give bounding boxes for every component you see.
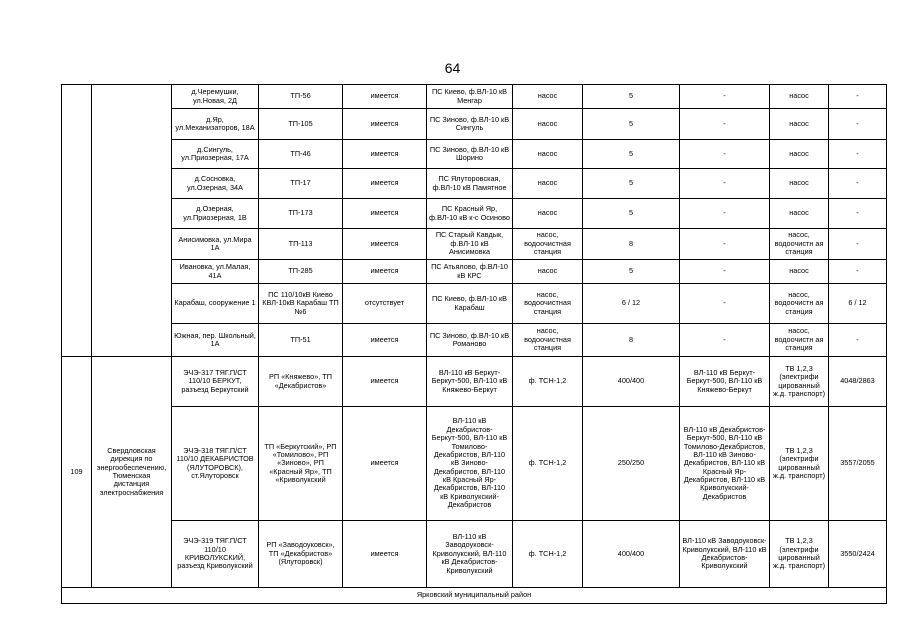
availability-cell: имеется — [343, 85, 427, 109]
reserve-consumer-cell: ТВ 1,2,3 (электрифи цированный ж.д. транспорт) — [770, 521, 829, 588]
table-row — [62, 357, 887, 407]
location-cell: д.Сингуль, ул.Приозерная, 17А — [172, 140, 259, 169]
availability-cell: имеется — [343, 324, 427, 357]
availability-cell: имеется — [343, 199, 427, 229]
power-cell: 8 — [583, 324, 680, 357]
reserve-consumer-cell: насос — [770, 140, 829, 169]
table-row — [62, 169, 887, 199]
availability-cell: отсутствует — [343, 284, 427, 324]
purpose-cell: насос — [513, 109, 583, 140]
purpose-cell: насос — [513, 169, 583, 199]
substation-cell: ТП-51 — [259, 324, 343, 357]
table-row — [62, 199, 887, 229]
substation-cell: ТП-113 — [259, 229, 343, 260]
reserve-source-cell: - — [680, 109, 770, 140]
location-cell: Анисимовка, ул.Мира 1А — [172, 229, 259, 260]
power-cell: 5 — [583, 140, 680, 169]
reserve-power-cell: 4048/2863 — [829, 357, 887, 407]
purpose-cell: ф. ТСН-1,2 — [513, 407, 583, 521]
reserve-power-cell: - — [829, 140, 887, 169]
availability-cell: имеется — [343, 357, 427, 407]
power-cell: 5 — [583, 169, 680, 199]
purpose-cell: ф. ТСН-1,2 — [513, 357, 583, 407]
data-table — [61, 84, 887, 604]
location-cell: Южная, пер. Школьный, 1А — [172, 324, 259, 357]
feeder-cell: ПС Красный Яр, ф.ВЛ-10 кВ к-с Осиново — [427, 199, 513, 229]
feeder-cell: ПС Киево, ф.ВЛ-10 кВ Менгар — [427, 85, 513, 109]
reserve-source-cell: ВЛ-110 кВ Заводоуковск-Криволукский, ВЛ-110 кВ Декабристов-Криволукский — [680, 521, 770, 588]
power-cell: 5 — [583, 109, 680, 140]
table-row — [62, 284, 887, 324]
reserve-source-cell: - — [680, 284, 770, 324]
substation-cell: ТП-56 — [259, 85, 343, 109]
availability-cell: имеется — [343, 169, 427, 199]
location-cell: д.Сосновка, ул.Озерная, 34А — [172, 169, 259, 199]
location-cell: ЭЧЭ-319 ТЯГ.П/СТ 110/10 КРИВОЛУКСКИЙ, разъезд Криволукский — [172, 521, 259, 588]
feeder-cell: ВЛ-110 кВ Беркут-Беркут-500, ВЛ-110 кВ Княжево-Беркут — [427, 357, 513, 407]
feeder-cell: ПС Зиново, ф.ВЛ-10 кВ Романово — [427, 324, 513, 357]
purpose-cell: насос, водоочистная станция — [513, 229, 583, 260]
reserve-source-cell: ВЛ-110 кВ Декабристов-Беркут-500, ВЛ-110 кВ Томилово-Декабристов, ВЛ-110 кВ Зиново-Декабристов, ВЛ-110 кВ Красный Яр-Декабристов, ВЛ-110 кВ Криволукский-Декабристов — [680, 407, 770, 521]
reserve-power-cell: 3557/2055 — [829, 407, 887, 521]
location-cell: ЭЧЭ-318 ТЯГ.П/СТ 110/10 ДЕКАБРИСТОВ (ЯЛУТОРОВСК), ст.Ялуторовск — [172, 407, 259, 521]
feeder-cell: ПС Атьялово, ф.ВЛ-10 кВ КРС — [427, 260, 513, 284]
section-row — [62, 588, 887, 604]
power-cell: 8 — [583, 229, 680, 260]
reserve-power-cell: - — [829, 229, 887, 260]
reserve-consumer-cell: насос, водоочистн ая станция — [770, 284, 829, 324]
substation-cell: ТП-46 — [259, 140, 343, 169]
reserve-power-cell: 6 / 12 — [829, 284, 887, 324]
availability-cell: имеется — [343, 140, 427, 169]
location-cell: д.Черемушки, ул.Новая, 2Д — [172, 85, 259, 109]
reserve-consumer-cell: насос — [770, 169, 829, 199]
table-row — [62, 260, 887, 284]
reserve-consumer-cell: ТВ 1,2,3 (электрифи цированный ж.д. транспорт) — [770, 357, 829, 407]
purpose-cell: насос — [513, 199, 583, 229]
location-cell: Ивановка, ул.Малая, 41А — [172, 260, 259, 284]
organization-cell: Свердловская дирекция по энергообеспечению, Тюменская дистанция электроснабжения — [92, 357, 172, 588]
purpose-cell: насос, водоочистная станция — [513, 324, 583, 357]
reserve-consumer-cell: насос — [770, 260, 829, 284]
power-cell: 6 / 12 — [583, 284, 680, 324]
feeder-cell: ВЛ-110 кВ Заводоуковск-Криволукский, ВЛ-110 кВ Декабристов-Криволукский — [427, 521, 513, 588]
section-title: Ярковский муниципальный район — [62, 588, 887, 604]
table-row — [62, 324, 887, 357]
reserve-power-cell: 3550/2424 — [829, 521, 887, 588]
availability-cell: имеется — [343, 407, 427, 521]
power-cell: 5 — [583, 260, 680, 284]
reserve-power-cell: - — [829, 109, 887, 140]
reserve-power-cell: - — [829, 324, 887, 357]
substation-cell: ТП-285 — [259, 260, 343, 284]
power-cell: 400/400 — [583, 357, 680, 407]
row-number-cell: 109 — [62, 357, 92, 588]
reserve-power-cell: - — [829, 260, 887, 284]
table-row — [62, 109, 887, 140]
location-cell: ЭЧЭ-317 ТЯГ.П/СТ 110/10 БЕРКУТ, разъезд Беркутский — [172, 357, 259, 407]
power-cell: 250/250 — [583, 407, 680, 521]
reserve-source-cell: - — [680, 229, 770, 260]
reserve-source-cell: - — [680, 324, 770, 357]
reserve-source-cell: - — [680, 199, 770, 229]
reserve-source-cell: - — [680, 260, 770, 284]
substation-cell: ТП-105 — [259, 109, 343, 140]
power-cell: 400/400 — [583, 521, 680, 588]
reserve-consumer-cell: насос — [770, 85, 829, 109]
empty-number-cell — [62, 85, 92, 357]
reserve-consumer-cell: насос, водоочистн ая станция — [770, 229, 829, 260]
reserve-consumer-cell: насос — [770, 199, 829, 229]
substation-cell: ПС 110/10кВ Киево КВЛ-10кВ Карабаш ТП №6 — [259, 284, 343, 324]
availability-cell: имеется — [343, 521, 427, 588]
substation-cell: РП «Заводоуковск», ТП «Декабристов» (Ялуторовск) — [259, 521, 343, 588]
feeder-cell: ПС Киево, ф.ВЛ-10 кВ Карабаш — [427, 284, 513, 324]
purpose-cell: ф. ТСН-1,2 — [513, 521, 583, 588]
reserve-consumer-cell: насос, водоочистн ая станция — [770, 324, 829, 357]
availability-cell: имеется — [343, 229, 427, 260]
purpose-cell: насос — [513, 260, 583, 284]
purpose-cell: насос, водоочистная станция — [513, 284, 583, 324]
availability-cell: имеется — [343, 109, 427, 140]
table-row — [62, 521, 887, 588]
availability-cell: имеется — [343, 260, 427, 284]
substation-cell: ТП «Беркутский», РП «Томилово», РП «Зиново», РП «Красный Яр», ТП «Криволукский — [259, 407, 343, 521]
reserve-source-cell: - — [680, 85, 770, 109]
feeder-cell: ПС Старый Кавдык, ф.ВЛ-10 кВ Анисимовка — [427, 229, 513, 260]
reserve-consumer-cell: насос — [770, 109, 829, 140]
power-cell: 5 — [583, 85, 680, 109]
location-cell: д.Яр, ул.Механизаторов, 18А — [172, 109, 259, 140]
reserve-source-cell: - — [680, 169, 770, 199]
purpose-cell: насос — [513, 140, 583, 169]
table-row — [62, 407, 887, 521]
feeder-cell: ПС Ялуторовская, ф.ВЛ-10 кВ Памятное — [427, 169, 513, 199]
reserve-power-cell: - — [829, 199, 887, 229]
reserve-power-cell: - — [829, 85, 887, 109]
reserve-source-cell: ВЛ-110 кВ Беркут-Беркут-500, ВЛ-110 кВ Княжево-Беркут — [680, 357, 770, 407]
feeder-cell: ПС Зиново, ф.ВЛ-10 кВ Сингуль — [427, 109, 513, 140]
substation-cell: РП «Княжево», ТП «Декабристов» — [259, 357, 343, 407]
table-row — [62, 140, 887, 169]
table-body — [62, 85, 887, 604]
reserve-consumer-cell: ТВ 1,2,3 (электрифи цированный ж.д. транспорт) — [770, 407, 829, 521]
substation-cell: ТП-173 — [259, 199, 343, 229]
feeder-cell: ПС Зиново, ф.ВЛ-10 кВ Шорино — [427, 140, 513, 169]
feeder-cell: ВЛ-110 кВ Декабристов-Беркут-500, ВЛ-110 кВ Томилово-Декабристов, ВЛ-110 кВ Зиново-Декабристов, ВЛ-110 кВ Красный Яр-Декабристов, ВЛ-110 кВ Криволукский-Декабристов — [427, 407, 513, 521]
purpose-cell: насос — [513, 85, 583, 109]
page-number: 64 — [444, 60, 461, 76]
reserve-power-cell: - — [829, 169, 887, 199]
table-row — [62, 229, 887, 260]
table-row — [62, 85, 887, 109]
empty-organization-cell — [92, 85, 172, 357]
substation-cell: ТП-17 — [259, 169, 343, 199]
power-cell: 5 — [583, 199, 680, 229]
reserve-source-cell: - — [680, 140, 770, 169]
location-cell: Карабаш, сооружение 1 — [172, 284, 259, 324]
location-cell: д.Озерная, ул.Приозерная, 1В — [172, 199, 259, 229]
